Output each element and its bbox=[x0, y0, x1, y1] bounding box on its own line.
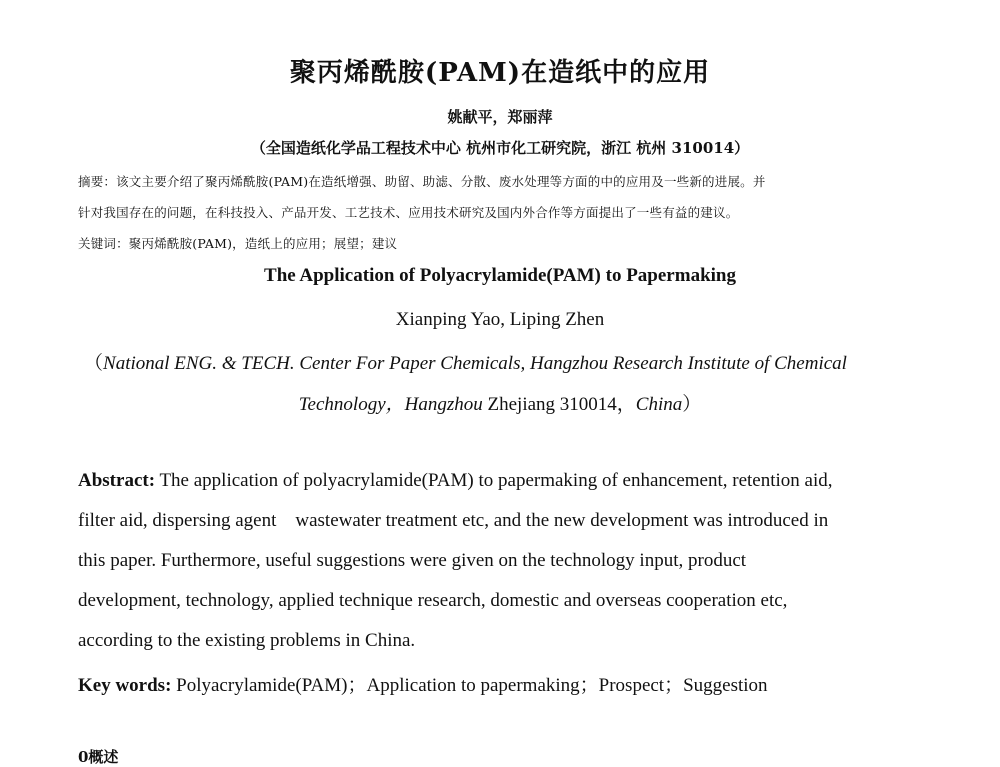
affiliation-country: China bbox=[635, 394, 683, 415]
chinese-keywords: 关键词：聚丙烯酰胺(PAM)，造纸上的应用；展望；建议 bbox=[78, 236, 398, 251]
section-heading: 0概述 bbox=[78, 748, 119, 766]
english-keywords bbox=[78, 670, 768, 697]
affiliation-close-paren: ） bbox=[682, 394, 702, 415]
english-abstract-line-5: according to the existing problems in China. bbox=[78, 630, 416, 651]
english-abstract-line-4: development, technology, applied technique research, domestic and overseas cooperation etc, bbox=[78, 590, 788, 611]
english-authors: Xianping Yao, Liping Zhen bbox=[395, 309, 605, 330]
english-title: The Application of Polyacrylamide(PAM) to Papermaking bbox=[264, 265, 736, 286]
chinese-abstract-line-1: 摘要：该文主要介绍了聚丙烯酰胺(PAM)在造纸增强、助留、助滤、分散、废水处理等方面的中的应用及一些新的进展。并 bbox=[78, 174, 766, 189]
english-abstract-line-1 bbox=[78, 470, 833, 492]
keywords-label: Key words: bbox=[78, 675, 172, 696]
chinese-affiliation: （全国造纸化学品工程技术中心 杭州市化工研究院，浙江 杭州 310014） bbox=[250, 139, 750, 157]
english-affiliation-line-2 bbox=[0, 389, 1000, 416]
abstract-text-1: The application of polyacrylamide(PAM) to papermaking of enhancement, retention aid, bbox=[155, 470, 833, 491]
abstract-label: Abstract: bbox=[78, 470, 156, 491]
chinese-authors: 姚献平，郑丽萍 bbox=[447, 108, 553, 126]
keywords-text: Polyacrylamide(PAM)；Application to papermaking；Prospect；Suggestion bbox=[171, 675, 768, 696]
english-affiliation-line-1 bbox=[84, 348, 847, 375]
affiliation-city: Technology，Hangzhou bbox=[298, 394, 483, 415]
affiliation-institution: National ENG. & TECH. Center For Paper Chemicals, Hangzhou Research Institute of Chemical bbox=[103, 353, 847, 374]
affiliation-province: Zhejiang 310014， bbox=[482, 394, 636, 415]
english-abstract-line-3: this paper. Furthermore, useful suggestions were given on the technology input, product bbox=[78, 550, 747, 571]
english-abstract-line-2: filter aid, dispersing agent wastewater treatment etc, and the new development was introduced in bbox=[78, 510, 829, 531]
chinese-title: 聚丙烯酰胺(PAM)在造纸中的应用 bbox=[289, 58, 711, 88]
affiliation-open-paren: （ bbox=[84, 353, 104, 374]
chinese-abstract-line-2: 针对我国存在的问题，在科技投入、产品开发、工艺技术、应用技术研究及国内外合作等方面提出了一些有益的建议。 bbox=[78, 205, 739, 220]
